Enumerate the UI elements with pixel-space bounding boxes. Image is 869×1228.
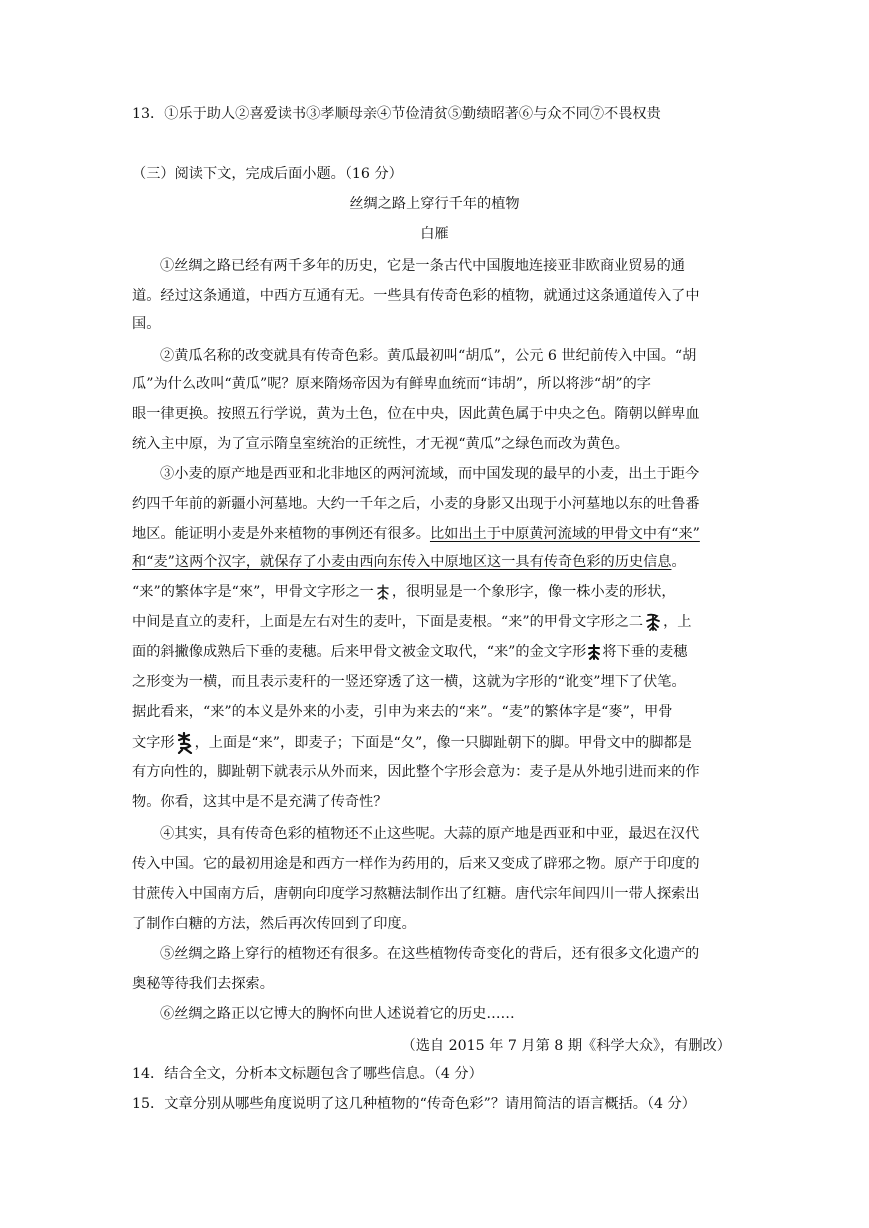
- p1-line-1: ①丝绸之路已经有两千多年的历史，它是一条古代中国腹地连接亚非欧商业贸易的通: [160, 258, 685, 274]
- p1-line-3: 国。: [132, 316, 161, 332]
- article-title: 丝绸之路上穿行千年的植物: [349, 196, 520, 212]
- p3-line-12: 物。你看，这其中是不是充满了传奇性？: [132, 794, 388, 810]
- underlined-sentence-start: 比如出土于中原黄河流域的甲骨文中有“来”: [429, 526, 700, 542]
- p5-line-2: 奥秘等待我们去探索。: [132, 976, 274, 992]
- underlined-sentence-end: 和“麦”这两个汉字，就保存了小麦由西向东传入中原地区这一具有传奇色彩的历史信息: [132, 554, 672, 570]
- question-14: 14．结合全文，分析本文标题包含了哪些信息。（4 分）: [132, 1066, 483, 1082]
- p3-line-7-a: 面的斜撇像成熟后下垂的麦穗。后来甲骨文被金文取代，“来”的金文字形: [132, 644, 587, 660]
- p3-line-9: 据此看来，“来”的本义是外来的小麦，引申为来去的“来”。“麦”的繁体字是“麥”，甲骨: [132, 704, 673, 720]
- p3-line-6-a: 中间是直立的麦秆，上面是左右对生的麦叶，下面是麦根。“来”的甲骨文字形之二: [132, 614, 644, 630]
- p2-line-2: 瓜”为什么改叫“黄瓜”呢？原来隋炀帝因为有鲜卑血统而“讳胡”，所以将涉“胡”的字: [132, 376, 651, 392]
- p3-line-4-period: 。: [671, 554, 686, 570]
- p3-line-6: [132, 612, 691, 632]
- p3-line-5-b: ，很明显是一个象形字，像一株小麦的形状，: [391, 584, 676, 600]
- p3-line-11: 有方向性的，脚趾朝下就表示从外而来，因此整个字形会意为：麦子是从外地引进而来的作: [132, 764, 700, 780]
- paragraph-6: ⑥丝绸之路正以它博大的胸怀向世人述说着它的历史……: [160, 1006, 515, 1022]
- p3-line-7: [132, 642, 687, 662]
- p3-line-3-plain: 地区。能证明小麦是外来植物的事例还有很多。: [132, 526, 430, 542]
- p4-line-3: 甘蔗传入中国南方后，唐朝向印度学习熬糖法制作出了红糖。唐代宗年间四川一带人探索出: [132, 886, 700, 902]
- p3-line-5: [132, 582, 676, 602]
- p3-line-6-b: ，上: [663, 614, 692, 630]
- question-13: 13．①乐于助人②喜爱读书③孝顺母亲④节俭清贫⑤勤绩昭著⑥与众不同⑦不畏权贵: [132, 106, 661, 122]
- oracle-lai-glyph-1-icon: [375, 584, 391, 600]
- p4-line-4: 了制作白糖的方法，然后再次传回到了印度。: [132, 916, 416, 932]
- p3-line-8: 之形变为一横，而且表示麦秆的一竖还穿透了这一横，这就为字形的“讹变”埋下了伏笔。: [132, 674, 686, 690]
- p4-line-2: 传入中国。它的最初用途是和西方一样作为药用的，后来又变成了辟邪之物。原产于印度的: [132, 856, 700, 872]
- p3-line-10: [132, 732, 692, 754]
- p2-line-3: 眼一律更换。按照五行学说，黄为土色，位在中央，因此黄色属于中央之色。隋朝以鲜卑血: [132, 406, 700, 422]
- oracle-mai-glyph-icon: [176, 732, 194, 754]
- p3-line-10-a: 文字形: [132, 735, 175, 751]
- question-15: 15．文章分别从哪些角度说明了这几种植物的“传奇色彩”？请用简洁的语言概括。（4 分）: [132, 1096, 696, 1112]
- bronze-lai-glyph-icon: [587, 644, 601, 660]
- article-author: 白雁: [420, 226, 449, 242]
- p3-line-7-b: 将下垂的麦穗: [602, 644, 688, 660]
- source-citation: （选自 2015 年 7 月第 8 期《科学大众》，有删改）: [401, 1038, 731, 1054]
- p3-line-4: [132, 552, 686, 572]
- p2-line-4: 统入主中原，为了宣示隋皇室统治的正统性，才无视“黄瓜”之绿色而改为黄色。: [132, 436, 629, 452]
- p3-line-10-b: ，上面是“来”，即麦子；下面是“夂”，像一只脚趾朝下的脚。甲骨文中的脚都是: [194, 735, 692, 751]
- p3-line-1: ③小麦的原产地是西亚和北非地区的两河流域，而中国发现的最早的小麦，出土于距今: [160, 466, 700, 482]
- p3-line-3: [132, 524, 700, 544]
- p3-line-5-a: “来”的繁体字是“來”，甲骨文字形之一: [132, 584, 374, 600]
- oracle-lai-glyph-2-icon: [644, 613, 662, 631]
- p5-line-1: ⑤丝绸之路上穿行的植物还有很多。在这些植物传奇变化的背后，还有很多文化遗产的: [160, 946, 700, 962]
- p4-line-1: ④其实，具有传奇色彩的植物还不止这些呢。大蒜的原产地是西亚和中亚，最迟在汉代: [160, 826, 700, 842]
- p1-line-2: 道。经过这条通道，中西方互通有无。一些具有传奇色彩的植物，就通过这条通道传入了中: [132, 288, 700, 304]
- p3-line-2: 约四千年前的新疆小河墓地。大约一千年之后，小麦的身影又出现于小河墓地以东的吐鲁番: [132, 496, 700, 512]
- section-intro: （三）阅读下文，完成后面小题。（16 分）: [132, 166, 403, 182]
- p2-line-1: ②黄瓜名称的改变就具有传奇色彩。黄瓜最初叫“胡瓜”，公元 6 世纪前传入中国。“胡: [160, 348, 697, 364]
